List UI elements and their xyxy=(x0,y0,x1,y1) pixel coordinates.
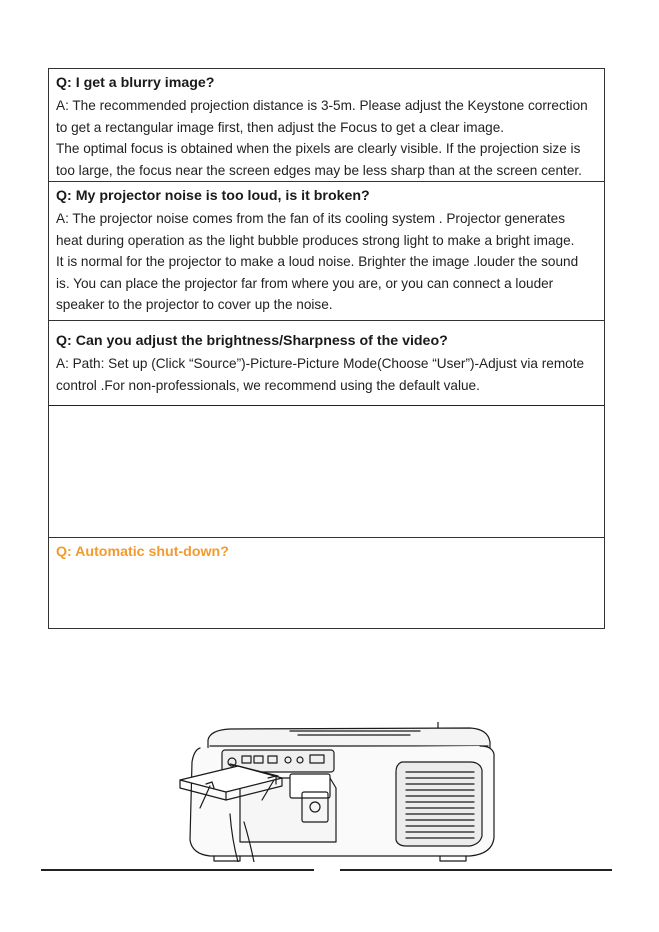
faq-item-noise xyxy=(49,182,604,321)
faq-question: Q: I get a blurry image? xyxy=(56,75,215,91)
faq-question-highlighted: Q: Automatic shut-down? xyxy=(56,544,229,560)
faq-answer-line: A: The projector noise comes from the fan of its cooling system . Projector generates xyxy=(56,211,565,226)
faq-answer-line: speaker to the projector to cover up the noise. xyxy=(56,297,333,312)
faq-item-brightness xyxy=(49,321,604,406)
faq-item-blurry-image xyxy=(49,69,604,182)
faq-answer xyxy=(56,95,598,181)
faq-answer-line: too large, the focus near the screen edges may be less sharp than at the screen center. xyxy=(56,162,582,178)
faq-answer-line: It is normal for the projector to make a loud noise. Brighter the image .louder the sound xyxy=(56,254,579,269)
faq-answer-line: The optimal focus is obtained when the pixels are clearly visible. If the projection size is xyxy=(56,141,581,156)
faq-answer-line: to get a rectangular image first, then adjust the Focus to get a clear image. xyxy=(56,119,505,135)
faq-answer-line: A: The recommended projection distance is 3-5m. Please adjust the Keystone correction xyxy=(56,98,588,113)
faq-answer xyxy=(56,353,598,396)
projector-icon xyxy=(170,722,500,862)
faq-answer-line: heat during operation as the light bubble produces strong light to make a bright image. xyxy=(56,232,575,248)
faq-item-auto-shutdown xyxy=(49,538,604,630)
faq-table xyxy=(48,68,605,629)
faq-answer-line: A: Path: Set up (Click “Source”)-Picture-Picture Mode(Choose “User”)-Adjust via remote xyxy=(56,356,585,371)
faq-item-empty xyxy=(49,406,604,538)
faq-question: Q: Can you adjust the brightness/Sharpness of the video? xyxy=(56,333,448,349)
faq-answer-line: control .For non-professionals, we recommend using the default value. xyxy=(56,377,480,393)
faq-answer xyxy=(56,208,598,316)
footer-rule-left xyxy=(41,869,314,871)
faq-question: Q: My projector noise is too loud, is it broken? xyxy=(56,188,370,204)
faq-answer-line: is. You can place the projector far from where you are, or you can connect a louder xyxy=(56,275,554,291)
footer-rule-right xyxy=(340,869,612,871)
